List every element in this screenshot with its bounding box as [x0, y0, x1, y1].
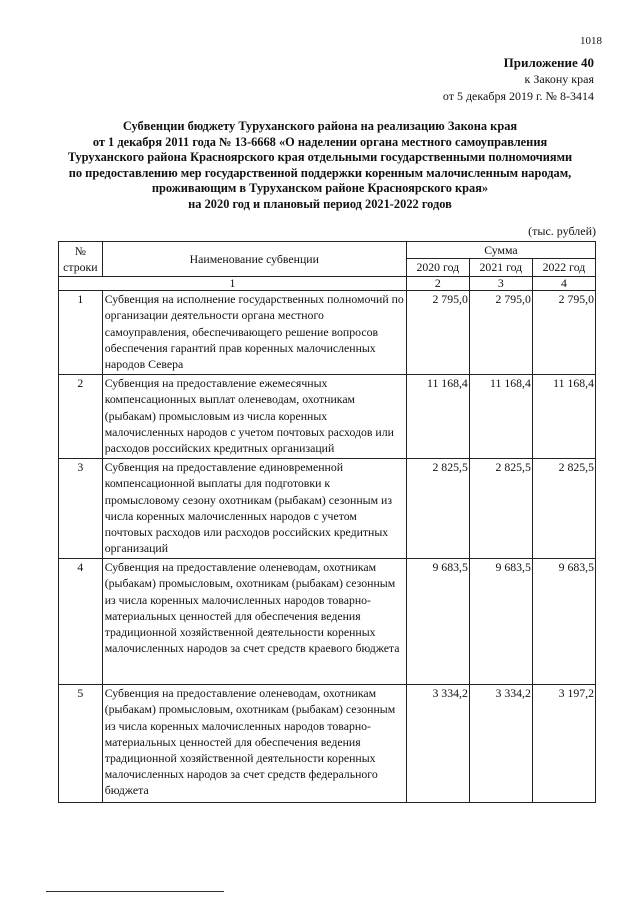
header-subvention-name: Наименование субвенции	[102, 242, 406, 277]
table-row	[59, 559, 596, 685]
subventions-table	[58, 241, 596, 803]
header-row-number: № строки	[59, 242, 103, 277]
column-number: 3	[469, 277, 532, 291]
header-year-2020: 2020 год	[406, 259, 469, 277]
appendix-law-ref: к Закону края	[524, 72, 594, 86]
table-row	[59, 459, 596, 559]
value-2022: 9 683,5	[532, 559, 595, 685]
value-2020: 9 683,5	[406, 559, 469, 685]
title-line: по предоставлению мер государственной поддержки коренным малочисленным народам,	[68, 165, 572, 180]
value-2021: 2 825,5	[469, 459, 532, 559]
row-number: 4	[59, 559, 103, 685]
value-2020: 3 334,2	[406, 685, 469, 803]
value-2021: 2 795,0	[469, 291, 532, 375]
appendix-block	[443, 54, 594, 105]
header-year-2021: 2021 год	[469, 259, 532, 277]
value-2021: 11 168,4	[469, 375, 532, 459]
row-number: 5	[59, 685, 103, 803]
subvention-name: Субвенция на исполнение государственных полномочий по организации деятельности органа местного самоуправления, обеспечивающего решение вопросов обеспечения гарантий прав коренных малочисленных народов Севера	[102, 291, 406, 375]
value-2022: 3 197,2	[532, 685, 595, 803]
table-row	[59, 375, 596, 459]
title-line: Туруханского района Красноярского края отдельными государственными полномочиями	[67, 150, 573, 165]
title-line: Субвенции бюджету Туруханского района на реализацию Закона края	[122, 119, 518, 133]
appendix-title: Приложение 40	[503, 55, 594, 70]
subvention-name: Субвенция на предоставление ежемесячных компенсационных выплат оленеводам, охотникам (рыбакам) промысловым из числа коренных малочисленных народов с учетом почтовых расходов или расходов российских кредитных организаций	[102, 375, 406, 459]
document-title	[38, 119, 602, 213]
value-2022: 2 825,5	[532, 459, 595, 559]
value-2020: 2 795,0	[406, 291, 469, 375]
value-2021: 3 334,2	[469, 685, 532, 803]
column-number: 4	[532, 277, 595, 291]
footnote-divider	[46, 891, 224, 892]
subvention-name: Субвенция на предоставление единовременной компенсационной выплаты для подготовки к промысловому сезону охотникам (рыбакам) сезонным из числа коренных малочисленных народов с учетом почтовых расходов или расходов российских кредитных организаций	[102, 459, 406, 559]
subvention-name: Субвенция на предоставление оленеводам, охотникам (рыбакам) промысловым, охотникам (рыбакам) сезонным из числа коренных малочисленных народов товарно-материальных ценностей для обеспечения ведения традиционной хозяйственной деятельности коренных малочисленных народов за счет средств федерального бюджета	[102, 685, 406, 803]
subvention-name: Субвенция на предоставление оленеводам, охотникам (рыбакам) промысловым, охотникам (рыбакам) сезонным из числа коренных малочисленных народов товарно-материальных ценностей для обеспечения ведения традиционной хозяйственной деятельности коренных малочисленных народов за счет средств краевого бюджета	[102, 559, 406, 685]
title-line: проживающим в Туруханском районе Красноярского края»	[151, 181, 489, 196]
row-number: 1	[59, 291, 103, 375]
units-label: (тыс. рублей)	[528, 224, 596, 238]
row-number: 2	[59, 375, 103, 459]
appendix-date: от 5 декабря 2019 г. № 8-3414	[442, 89, 594, 103]
header-year-2022: 2022 год	[532, 259, 595, 277]
column-number: 2	[406, 277, 469, 291]
header-sum: Сумма	[406, 242, 595, 259]
value-2022: 11 168,4	[532, 375, 595, 459]
value-2020: 2 825,5	[406, 459, 469, 559]
page-number: 1018	[580, 35, 602, 47]
table-row	[59, 291, 596, 375]
value-2022: 2 795,0	[532, 291, 595, 375]
column-number: 1	[59, 277, 407, 291]
table-row	[59, 685, 596, 803]
title-line: от 1 декабря 2011 года № 13-6668 «О наделении органа местного самоуправления	[92, 134, 548, 149]
value-2021: 9 683,5	[469, 559, 532, 685]
value-2020: 11 168,4	[406, 375, 469, 459]
title-line: на 2020 год и плановый период 2021-2022 годов	[188, 196, 452, 211]
row-number: 3	[59, 459, 103, 559]
